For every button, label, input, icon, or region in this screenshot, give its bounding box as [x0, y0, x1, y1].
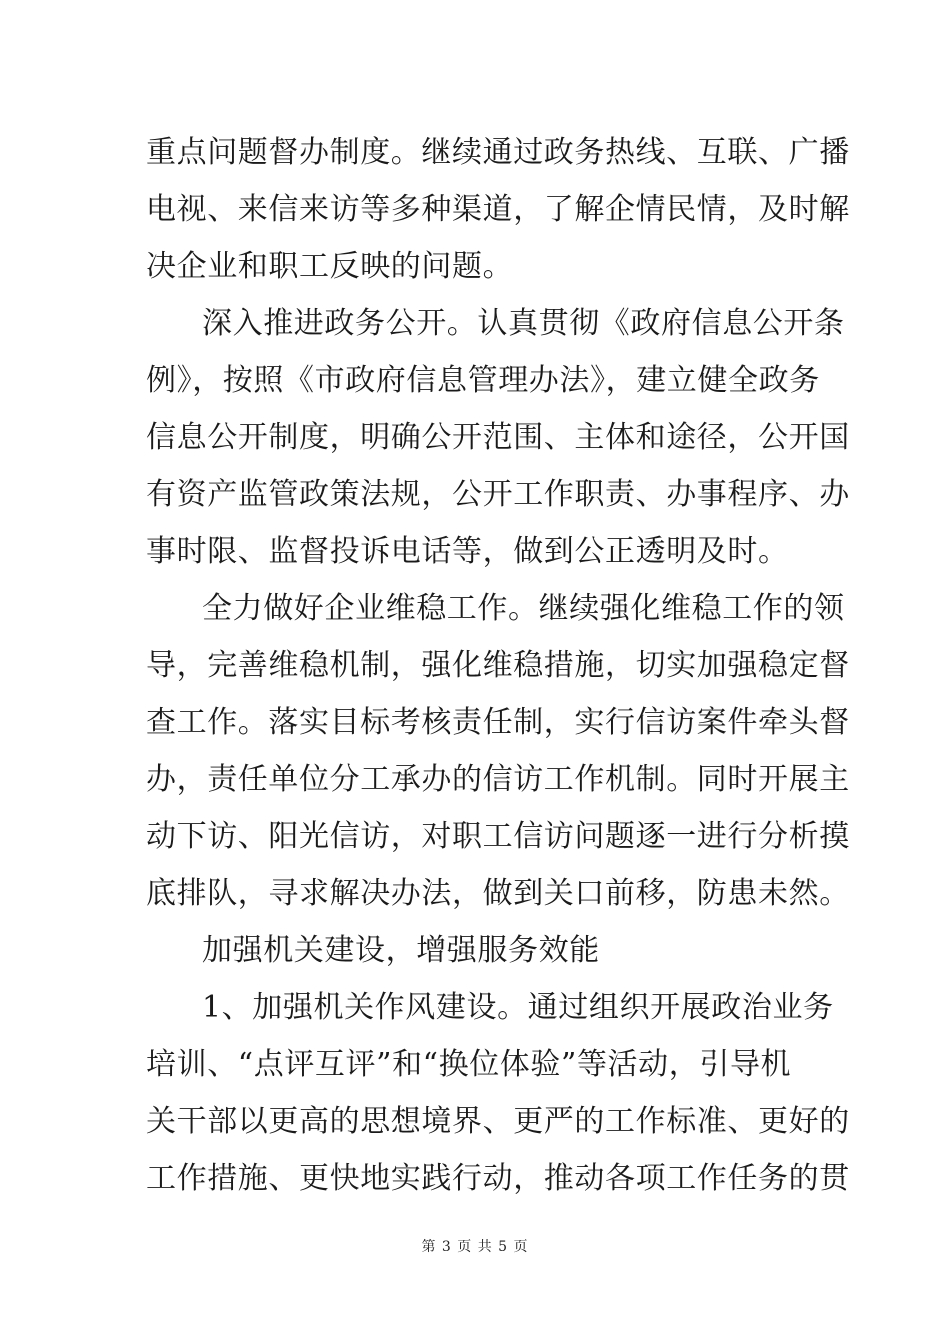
text-line: 有资产监管政策法规，公开工作职责、办事程序、办	[146, 477, 850, 512]
text-line: 关干部以更高的思想境界、更严的工作标准、更好的	[146, 1104, 850, 1139]
text-line: 办，责任单位分工承办的信访工作机制。同时开展主	[146, 762, 850, 797]
text-line: 信息公开制度，明确公开范围、主体和途径，公开国	[146, 420, 850, 455]
text-line: 电视、来信来访等多种渠道，了解企情民情，及时解	[146, 192, 850, 227]
text-line: 底排队，寻求解决办法，做到关口前移，防患未然。	[146, 876, 850, 911]
text-line: 查工作。落实目标考核责任制，实行信访案件牵头督	[146, 705, 850, 740]
text-line: 决企业和职工反映的问题。	[146, 249, 514, 284]
page-number-footer: 第 3 页 共 5 页	[421, 1239, 529, 1255]
text-line: 培训、“点评互评”和“换位体验”等活动，引导机	[146, 1047, 792, 1082]
paragraph-first-line: 深入推进政务公开。认真贯彻《政府信息公开条	[202, 306, 845, 341]
paragraph-first-line: 1、加强机关作风建设。通过组织开展政治业务	[202, 990, 834, 1025]
text-line: 重点问题督办制度。继续通过政务热线、互联、广播	[146, 135, 850, 170]
text-line: 动下访、阳光信访，对职工信访问题逐一进行分析摸	[146, 819, 850, 854]
text-line: 工作措施、更快地实践行动，推动各项工作任务的贯	[146, 1161, 850, 1196]
paragraph-first-line: 全力做好企业维稳工作。继续强化维稳工作的领	[202, 591, 845, 626]
text-line: 导，完善维稳机制，强化维稳措施，切实加强稳定督	[146, 648, 850, 683]
text-line: 事时限、监督投诉电话等，做到公正透明及时。	[146, 534, 789, 569]
section-heading: 加强机关建设，增强服务效能	[202, 933, 600, 968]
text-line: 例》，按照《市政府信息管理办法》，建立健全政务	[146, 363, 820, 398]
